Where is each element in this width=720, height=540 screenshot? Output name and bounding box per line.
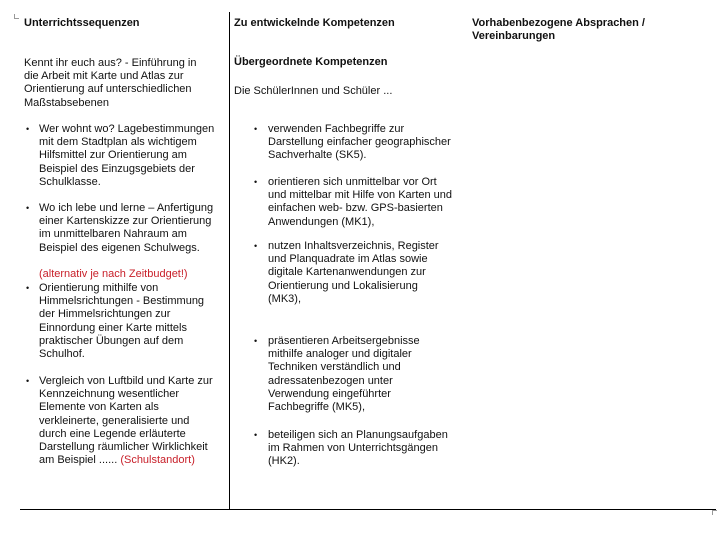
sequence-intro: Kennt ihr euch aus? - Einführung in die Arbeit mit Karte und Atlas zur Orientierung auf unterschiedlichen Maßstabsebenen <box>24 57 197 109</box>
column-divider <box>229 12 230 509</box>
sequence-item: Wer wohnt wo? Lagebestimmungen mit dem Stadtplan als wichtigem Hilfsmittel zur Orientierung am Beispiel des Einzugsgebiets der Schulklasse. <box>39 123 215 188</box>
competences-subheader: Übergeordnete Kompetenzen <box>234 56 388 68</box>
bullet-marker: • <box>254 241 258 251</box>
competence-item: verwenden Fachbegriffe zur Darstellung einfacher geographischer Sachverhalte (SK5). <box>268 123 451 162</box>
competence-item: nutzen Inhaltsverzeichnis, Register und Planquadrate im Atlas sowie digitale Kartenanwendungen zur Orientierung und Lokalisierung (MK3), <box>268 240 439 305</box>
sequence-item: Wo ich lebe und lerne – Anfertigung einer Kartenskizze zur Orientierung im unmittelbaren Nahraum am Beispiel des eigenen Schulwegs. <box>39 202 214 254</box>
sequence-item <box>39 375 213 467</box>
bullet-marker: • <box>26 203 30 213</box>
column-header-agreements: Vorhabenbezogene Absprachen / Vereinbarungen <box>472 17 645 43</box>
competences-lead: Die SchülerInnen und Schüler ... <box>234 85 393 97</box>
bullet-marker: • <box>254 336 258 346</box>
location-note: (Schulstandort) <box>120 454 195 467</box>
competence-item: orientieren sich unmittelbar vor Ort und mittelbar mit Hilfe von Karten und einfachen web- bzw. GPS-basierten Anwendungen (MK1), <box>268 176 453 228</box>
bullet-marker: • <box>254 430 258 440</box>
column-header-sequences: Unterrichtssequenzen <box>24 17 140 29</box>
sequence-item: Orientierung mithilfe von Himmelsrichtungen - Bestimmung der Himmelsrichtungen zur Einnordung einer Karte mittels praktischer Übungen auf dem Schulhof. <box>39 282 205 361</box>
bullet-marker: • <box>26 376 30 386</box>
bullet-marker: • <box>254 177 258 187</box>
sequence-item-text: Vergleich von Luftbild und Karte zur Kennzeichnung wesentlicher Elemente von Karten als verkleinerte, generalisierte und durch eine Legende erläuterte Darstellung räumlicher Wirklichkeit am Beispiel ...... <box>39 375 213 467</box>
bullet-marker: • <box>254 124 258 134</box>
competence-item: präsentieren Arbeitsergebnisse mithilfe analoger und digitaler Techniken verständlich und adressatenbezogen unter Verwendung eingeführter Fachbegriffe (MK5), <box>268 335 420 414</box>
competence-item: beteiligen sich an Planungsaufgaben im Rahmen von Unterrichtsgängen (HK2). <box>268 429 448 468</box>
table-bottom-border <box>20 509 716 510</box>
column-header-competences: Zu entwickelnde Kompetenzen <box>234 17 395 29</box>
alternative-note: (alternativ je nach Zeitbudget!) <box>39 268 188 280</box>
bullet-marker: • <box>26 124 30 134</box>
corner-mark <box>14 14 19 19</box>
corner-mark <box>712 510 717 515</box>
bullet-marker: • <box>26 283 30 293</box>
